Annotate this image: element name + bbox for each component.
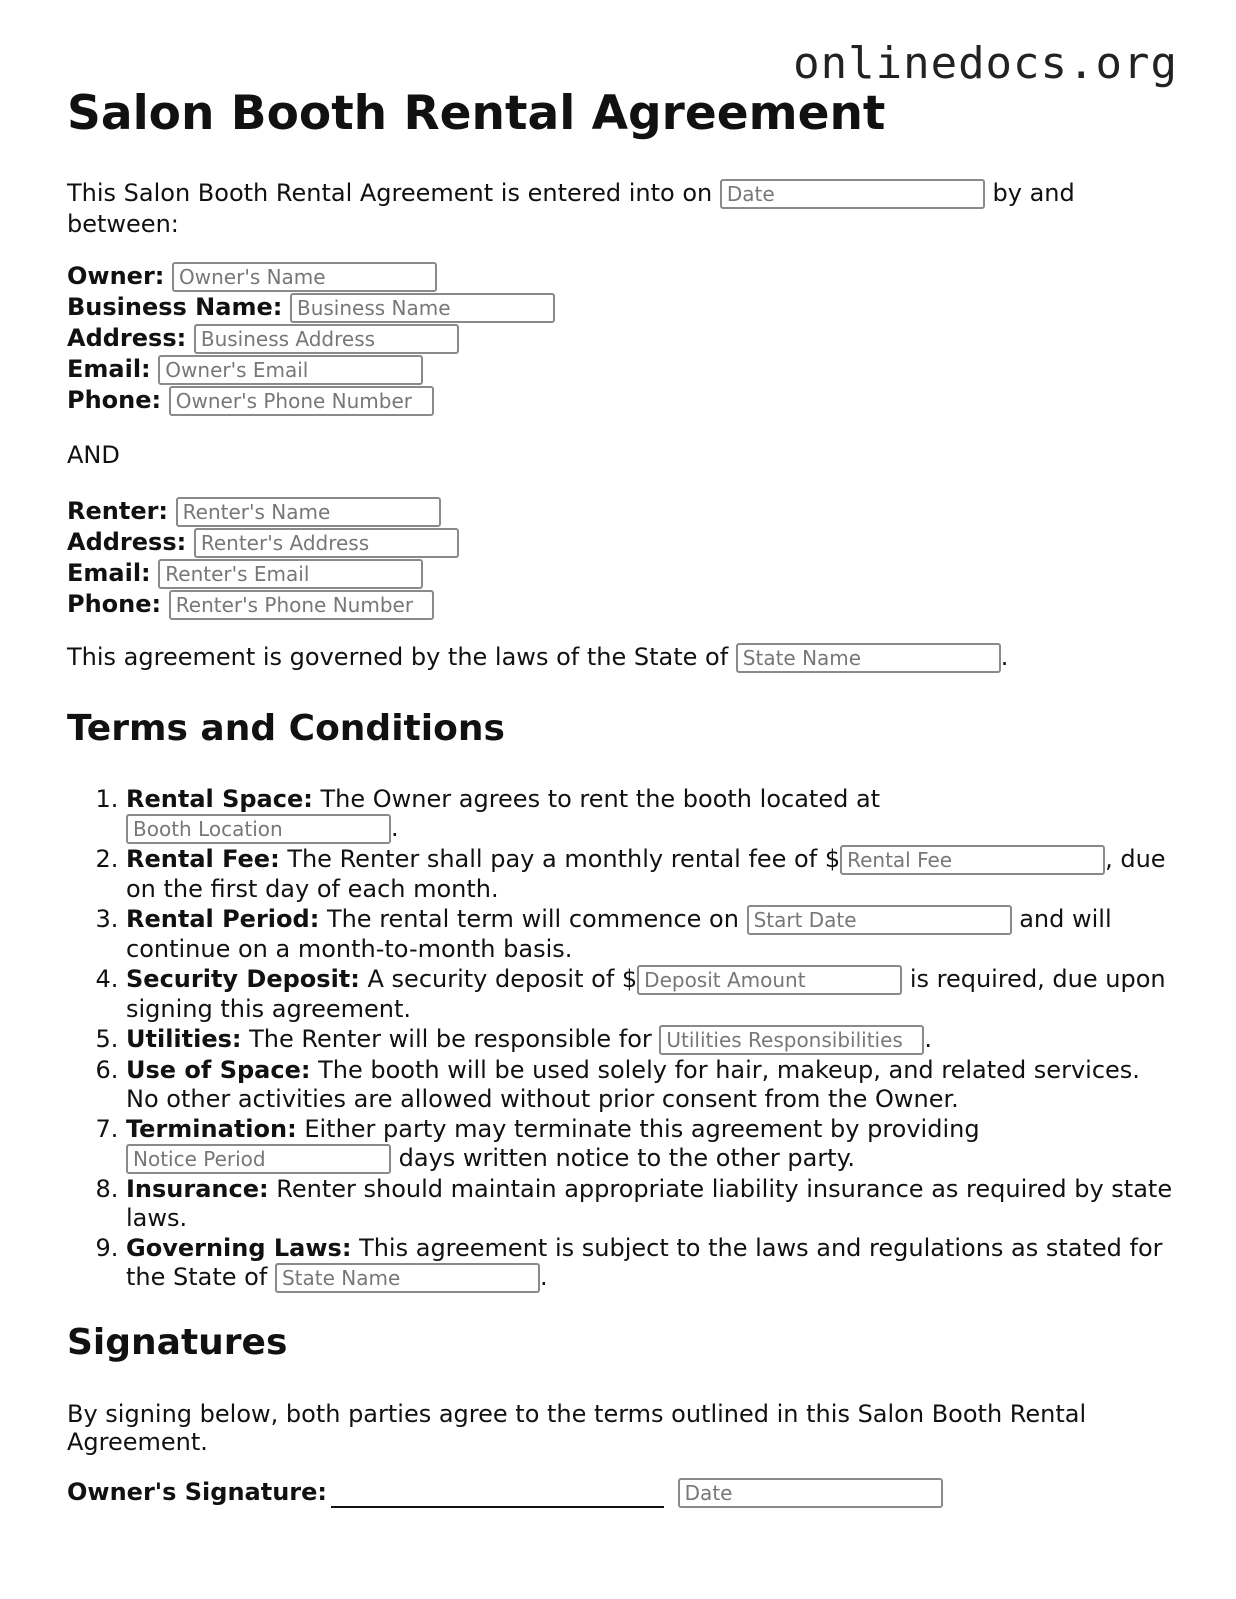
renter-block	[67, 496, 1177, 620]
term-text: The booth will be used solely for hair, makeup, and related services. No other activities are allowed without prior consent from the Owner.	[126, 1055, 1140, 1113]
term-label: Use of Space:	[126, 1055, 311, 1084]
owner-email-field[interactable]: Owner's Email	[158, 355, 423, 385]
signatures-heading: Signatures	[67, 1321, 288, 1363]
business-address-field[interactable]: Business Address	[194, 324, 459, 354]
renter-email-field[interactable]: Renter's Email	[158, 559, 423, 589]
signatures-paragraph: By signing below, both parties agree to the terms outlined in this Salon Booth Rental Agreement.	[67, 1399, 1087, 1456]
page-title: Salon Booth Rental Agreement	[67, 86, 886, 141]
owner-block	[67, 261, 1177, 416]
term-text: Renter should maintain appropriate liability insurance as required by state laws.	[126, 1174, 1173, 1232]
term-label: Utilities:	[126, 1024, 242, 1053]
utilities-field[interactable]: Utilities Responsibilities	[659, 1025, 924, 1055]
watermark: onlinedocs.org	[793, 38, 1178, 89]
and-separator: AND	[67, 441, 120, 470]
term-item	[126, 1115, 1177, 1174]
term-label: Rental Period:	[126, 904, 320, 933]
term-item	[126, 1056, 1177, 1114]
term-text: The rental term will commence on	[326, 904, 739, 933]
owner-phone-label: Phone:	[67, 386, 162, 415]
term-label: Termination:	[126, 1114, 297, 1143]
term-text: .	[924, 1024, 933, 1053]
intro-text-after: by and between:	[67, 179, 1075, 239]
owner-signature-label: Owner's Signature:	[67, 1477, 328, 1506]
booth-location-field[interactable]: Booth Location	[126, 814, 391, 844]
deposit-amount-field[interactable]: Deposit Amount	[637, 965, 902, 995]
owner-signature-date-field[interactable]: Date	[678, 1478, 943, 1508]
term-label: Governing Laws:	[126, 1233, 352, 1262]
term-text: Either party may terminate this agreement by providing	[304, 1114, 980, 1143]
owner-signature-line[interactable]	[331, 1480, 664, 1508]
term-text: days written notice to the other party.	[398, 1143, 856, 1172]
owner-label: Owner:	[67, 262, 165, 291]
term-item	[126, 785, 1177, 844]
term-text: The Renter shall pay a monthly rental fee of $	[287, 844, 841, 873]
owner-email-label: Email:	[67, 355, 151, 384]
term-item	[126, 1175, 1177, 1233]
term-text: A security deposit of $	[367, 964, 638, 993]
owner-phone-field[interactable]: Owner's Phone Number	[169, 386, 434, 416]
business-name-label: Business Name:	[67, 293, 283, 322]
term-item	[126, 905, 1177, 964]
term-item	[126, 845, 1177, 904]
term-text: is required, due upon signing this agreement.	[126, 964, 1166, 1023]
terms-list	[67, 785, 1177, 1293]
governing-state-field[interactable]: State Name	[275, 1263, 540, 1293]
term-item	[126, 965, 1177, 1024]
term-text: and will continue on a month-to-month basis.	[126, 904, 1112, 963]
term-text: This agreement is subject to the laws and regulations as stated for the State of	[126, 1233, 1163, 1291]
intro-text-before: This Salon Booth Rental Agreement is entered into on	[67, 179, 713, 208]
term-text: The Owner agrees to rent the booth located at	[320, 784, 881, 813]
business-address-label: Address:	[67, 324, 187, 353]
term-label: Rental Fee:	[126, 844, 280, 873]
governing-period: .	[1000, 643, 1009, 672]
state-name-field[interactable]: State Name	[736, 643, 1001, 673]
owner-signature-row	[67, 1478, 1177, 1508]
terms-heading: Terms and Conditions	[67, 708, 505, 750]
renter-phone-field[interactable]: Renter's Phone Number	[169, 590, 434, 620]
governing-law-paragraph	[67, 642, 1177, 673]
document	[67, 86, 1177, 1508]
term-item	[126, 1025, 1177, 1055]
owner-name-field[interactable]: Owner's Name	[172, 262, 437, 292]
renter-email-label: Email:	[67, 559, 151, 588]
term-text: .	[391, 813, 399, 842]
term-item	[126, 1234, 1177, 1293]
term-label: Insurance:	[126, 1174, 269, 1203]
rental-fee-field[interactable]: Rental Fee	[840, 845, 1105, 875]
renter-address-field[interactable]: Renter's Address	[194, 528, 459, 558]
term-label: Rental Space:	[126, 784, 313, 813]
start-date-field[interactable]: Start Date	[747, 905, 1012, 935]
governing-text: This agreement is governed by the laws of the State of	[67, 643, 729, 672]
renter-address-label: Address:	[67, 528, 187, 557]
term-text: .	[539, 1262, 548, 1291]
renter-name-field[interactable]: Renter's Name	[176, 497, 441, 527]
term-text: The Renter will be responsible for	[249, 1024, 652, 1053]
term-text: , due on the first day of each month.	[126, 844, 1166, 903]
agreement-date-field[interactable]: Date	[720, 179, 985, 209]
notice-period-field[interactable]: Notice Period	[126, 1144, 391, 1174]
renter-label: Renter:	[67, 497, 169, 526]
business-name-field[interactable]: Business Name	[290, 293, 555, 323]
renter-phone-label: Phone:	[67, 590, 162, 619]
term-label: Security Deposit:	[126, 964, 360, 993]
intro-paragraph	[67, 178, 1077, 239]
